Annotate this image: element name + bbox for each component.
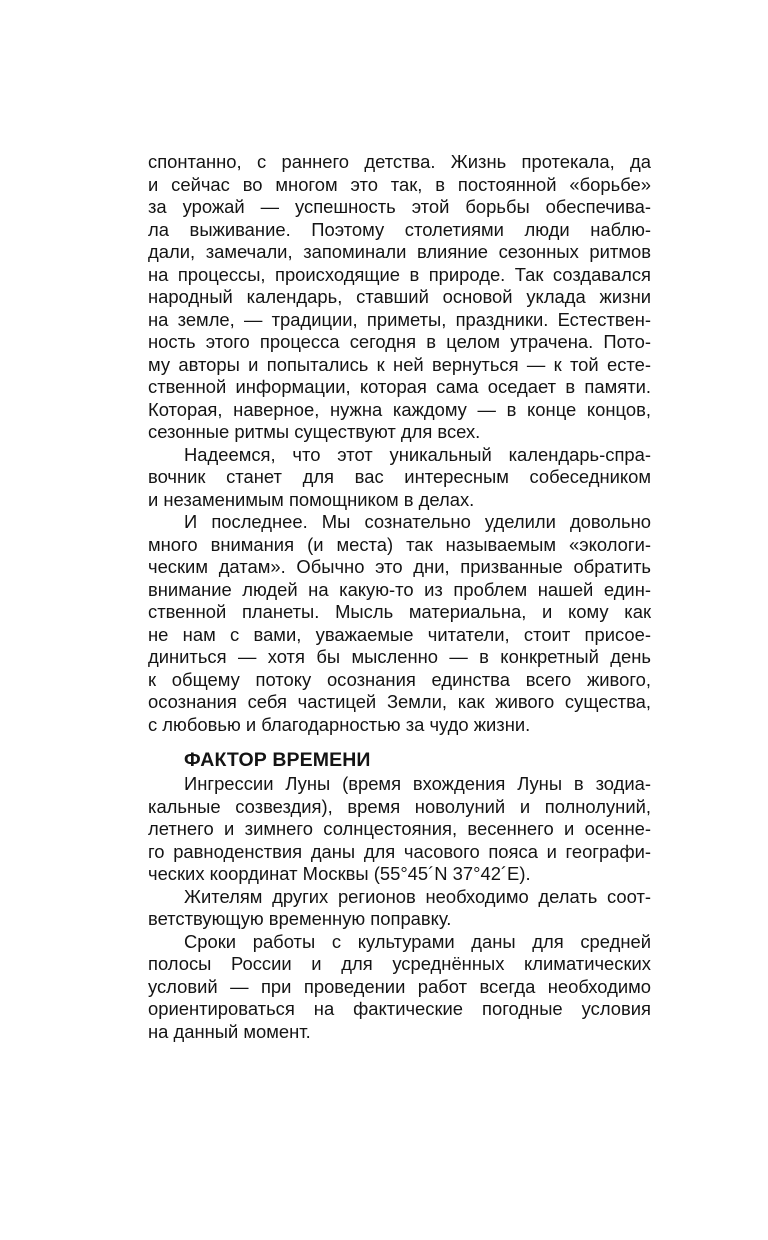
section-heading: ФАКТОР ВРЕМЕНИ bbox=[184, 749, 371, 771]
text-line: дали, замечали, запоминали влияние сезонных ритмов bbox=[148, 241, 651, 262]
text-line: Надеемся, что этот уникальный календарь-спра- bbox=[184, 443, 651, 465]
paragraph bbox=[148, 151, 651, 444]
paragraph bbox=[148, 931, 651, 1044]
text-line: вочник станет для вас интересным собеседником bbox=[148, 466, 651, 487]
paragraph bbox=[148, 773, 651, 886]
text-line: за урожай — успешность этой борьбы обеспечива- bbox=[148, 196, 651, 217]
bottom-text-block bbox=[148, 773, 651, 1043]
text-line: ческим датам». Обычно это дни, призванные обратить bbox=[148, 556, 651, 577]
text-line: условий — при проведении работ всегда необходимо bbox=[148, 975, 651, 997]
text-line: ветствующую временную поправку. bbox=[148, 908, 452, 929]
text-line: летнего и зимнего солнцестояния, весеннего и осенне- bbox=[148, 818, 651, 839]
text-line: не нам с вами, уважаемые читатели, стоит присое- bbox=[148, 623, 651, 645]
text-line: на процессы, происходящие в природе. Так создавался bbox=[148, 263, 651, 285]
text-line: му авторы и попытались к ней вернуться — к той есте- bbox=[148, 353, 651, 375]
text-line: с любовью и благодарностью за чудо жизни. bbox=[148, 713, 531, 735]
text-line: И последнее. Мы сознательно уделили довольно bbox=[184, 511, 651, 532]
text-line: и незаменимым помощником в делах. bbox=[148, 488, 475, 510]
text-line: диниться — хотя бы мысленно — в конкретный день bbox=[148, 646, 651, 667]
paragraph bbox=[148, 886, 651, 931]
text-line: Сроки работы с культурами даны для средней bbox=[184, 930, 651, 952]
text-line: полосы России и для усреднённых климатических bbox=[148, 953, 651, 974]
section-spacer bbox=[148, 736, 651, 748]
text-line: го равноденствия даны для часового пояса и географи- bbox=[148, 840, 651, 862]
text-line: ческих координат Москвы (55°45´N 37°42´E). bbox=[148, 863, 531, 884]
text-line: много внимания (и места) так называемым «экологи- bbox=[148, 533, 651, 555]
text-line: ориентироваться на фактические погодные условия bbox=[148, 998, 651, 1019]
text-line: спонтанно, с раннего детства. Жизнь протекала, да bbox=[148, 151, 651, 172]
text-line: внимание людей на какую-то из проблем нашей един- bbox=[148, 578, 651, 600]
text-line: и сейчас во многом это так, в постоянной «борьбе» bbox=[148, 173, 651, 195]
paragraph bbox=[148, 511, 651, 736]
text-line: ственной информации, которая сама оседает в памяти. bbox=[148, 376, 651, 397]
text-line: Ингрессии Луны (время вхождения Луны в зодиа- bbox=[184, 773, 651, 794]
text-line: на данный момент. bbox=[148, 1020, 311, 1042]
top-text-block bbox=[148, 151, 651, 736]
text-line: ственной планеты. Мысль материальна, и кому как bbox=[148, 601, 651, 622]
text-line: народный календарь, ставший основой уклада жизни bbox=[148, 286, 651, 307]
text-line: Жителям других регионов необходимо делать соот- bbox=[184, 885, 651, 907]
text-line: кальные созвездия), время новолуний и полнолуний, bbox=[148, 795, 651, 817]
text-line: ность этого процесса сегодня в целом утрачена. Пото- bbox=[148, 331, 651, 352]
paragraph bbox=[148, 444, 651, 512]
text-line: ла выживание. Поэтому столетиями люди наблю- bbox=[148, 218, 651, 240]
text-line: на земле, — традиции, приметы, праздники. Естествен- bbox=[148, 308, 651, 330]
text-line: к общему потоку осознания единства всего живого, bbox=[148, 668, 651, 690]
page-body bbox=[148, 151, 651, 1043]
text-line: осознания себя частицей Земли, как живого существа, bbox=[148, 691, 651, 712]
text-line: Которая, наверное, нужна каждому — в конце концов, bbox=[148, 398, 651, 420]
text-line: сезонные ритмы существуют для всех. bbox=[148, 421, 481, 442]
